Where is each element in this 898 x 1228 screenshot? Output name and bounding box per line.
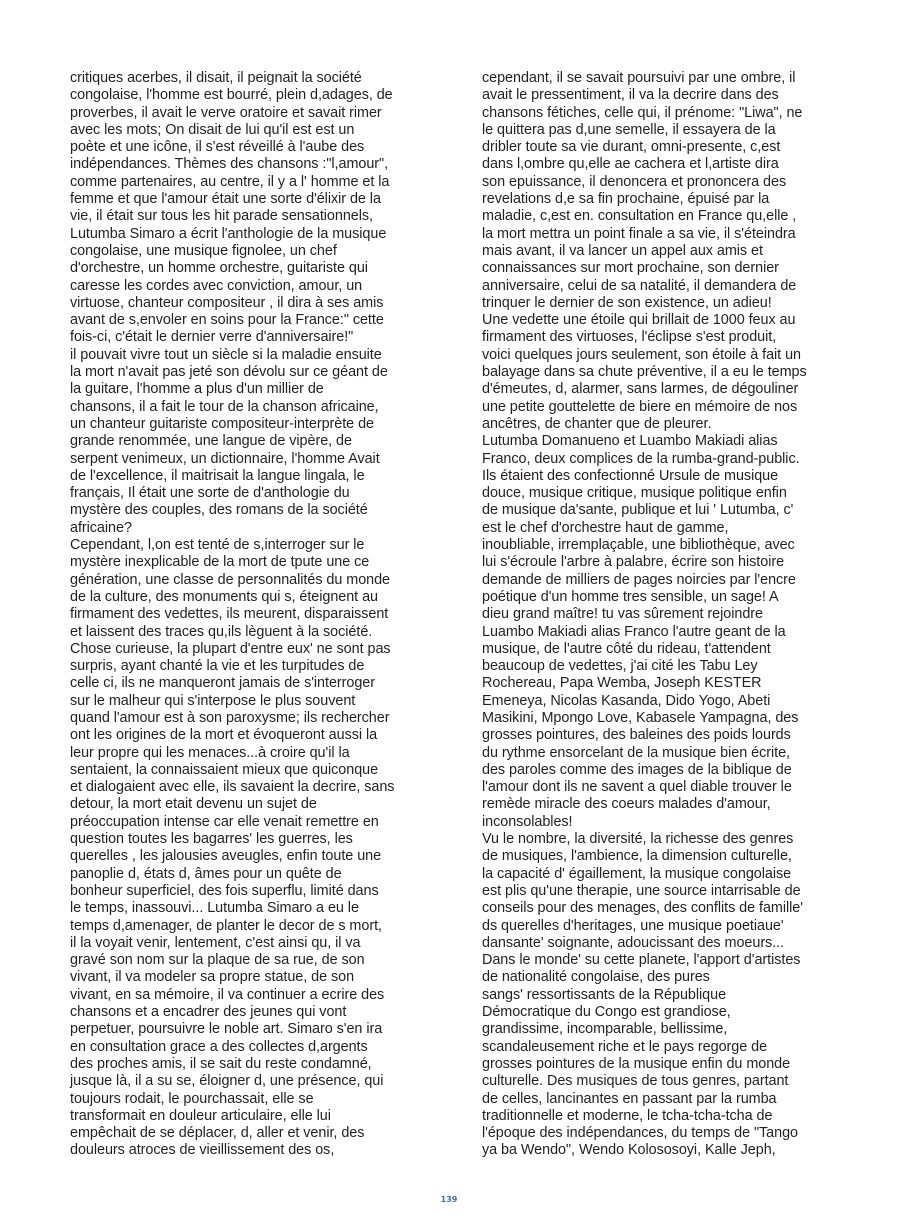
text-line: transformait en douleur articulaire, elle lui <box>70 1107 331 1124</box>
text-line: mais avant, il va lancer un appel aux amis et <box>482 242 763 259</box>
text-line: quand l'amour est à son paroxysme; ils rechercher <box>70 709 390 726</box>
text-line: firmament des vedettes, ils meurent, disparaissent <box>70 606 389 623</box>
text-line: une petite gouttelette de biere en mémoire de nos <box>482 398 798 415</box>
text-line: Lutumba Domanueno et Luambo Makiadi alias <box>482 433 778 450</box>
text-line: des proches amis, il se sait du reste condamné, <box>70 1055 372 1072</box>
text-line: beaucoup de vedettes, j'ai cité les Tabu Ley <box>482 658 758 675</box>
text-line: est plis qu'une therapie, une source intarrisable de <box>482 882 801 899</box>
text-line: il la voyait venir, lentement, c'est ainsi qu, il va <box>70 934 361 951</box>
text-line: question toutes les bagarres' les guerres, les <box>70 831 353 848</box>
text-line: traditionnelle et moderne, le tcha-tcha-tcha de <box>482 1107 773 1124</box>
text-line: de l'excellence, il maitrisait la langue lingala, le <box>70 467 365 484</box>
text-line: musique, de l'autre côté du rideau, t'attendent <box>482 640 771 657</box>
text-line: poète et une icône, il s'est réveillé à l'aube des <box>70 139 365 156</box>
text-line: dansante' soignante, adoucissant des moeurs... <box>482 934 785 951</box>
text-line: jusque là, il a su se, éloigner d, une présence, qui <box>70 1073 384 1090</box>
text-line: temps d,amenager, de planter le decor de s mort, <box>70 917 382 934</box>
text-line: Rochereau, Papa Wemba, Joseph KESTER <box>482 675 762 692</box>
text-line: de nationalité congolaise, des pures <box>482 969 710 986</box>
text-line: chansons et a encadrer des jeunes qui vont <box>70 1004 347 1021</box>
text-line: leur propre qui les menaces...à croire qu'il la <box>70 744 350 761</box>
text-line: avant de s,envoler en soins pour la France:" cette <box>70 312 384 329</box>
text-line: proverbes, il avait le verve oratoire et savait rimer <box>70 104 382 121</box>
text-line: congolaise, une musique fignolee, un chef <box>70 242 337 259</box>
text-line: serpent venimeux, un dictionnaire, l'homme Avait <box>70 450 380 467</box>
text-line: perpetuer, poursuivre le noble art. Simaro s'en ira <box>70 1021 383 1038</box>
text-line: femme et que l'amour était une sorte d'élixir de la <box>70 191 381 208</box>
text-line: grande renommée, une langue de vipère, de <box>70 433 352 450</box>
text-line: un chanteur guitariste compositeur-interprète de <box>70 415 374 432</box>
text-line: Ils étaient des confectionné Ursule de musique <box>482 467 779 484</box>
text-line: la mort mettra un point finale a sa vie, il s'éteindra <box>482 225 796 242</box>
text-line: le quittera pas d,une semelle, il essayera de la <box>482 121 776 138</box>
text-line: revelations d,e sa fin prochaine, épuisé par la <box>482 191 770 208</box>
text-line: Chose curieuse, la plupart d'entre eux' ne sont pas <box>70 640 391 657</box>
text-line: grandissime, incomparable, bellissime, <box>482 1021 728 1038</box>
text-line: vivant, il va modeler sa propre statue, de son <box>70 969 355 986</box>
text-line: sur le malheur qui s'interpose le plus souvent <box>70 692 356 709</box>
text-line: poétique d'un homme tres sensible, un sage! A <box>482 588 779 605</box>
page-number: 139 <box>440 1195 458 1204</box>
text-line: et dialogaient avec elle, ils savaient la decrire, sans <box>70 779 395 796</box>
text-line: la guitare, l'homme a plus d'un millier de <box>70 381 324 398</box>
text-line: empêchait de se déplacer, d, aller et venir, des <box>70 1125 365 1142</box>
text-line: demande de milliers de pages noircies par l'encre <box>482 571 796 588</box>
text-line: celle ci, ils ne manqueront jamais de s'interroger <box>70 675 375 692</box>
text-line: dribler toute sa vie durant, omni-presente, c,est <box>482 139 781 156</box>
text-line: scandaleusement riche et le pays regorge de <box>482 1038 768 1055</box>
text-line: querelles , les jalousies aveugles, enfin toute une <box>70 848 382 865</box>
text-line: detour, la mort etait devenu un sujet de <box>70 796 317 813</box>
text-line: Cependant, l,on est tenté de s,interroger sur le <box>70 537 365 554</box>
text-line: préoccupation intense car elle venait remettre en <box>70 813 379 830</box>
text-line: de musique da'sante, publique et lui ' Lutumba, c' <box>482 502 794 519</box>
text-line: d'orchestre, un homme orchestre, guitariste qui <box>70 260 368 277</box>
text-line: de la culture, des monuments qui s, éteignent au <box>70 588 378 605</box>
text-line: la capacité d' égaillement, la musique congolaise <box>482 865 792 882</box>
text-line: comme partenaires, au centre, il y a l' homme et la <box>70 173 390 190</box>
text-line: inoubliable, irremplaçable, une bibliothèque, avec <box>482 537 795 554</box>
text-line: connaissances sur mort prochaine, son dernier <box>482 260 779 277</box>
text-line: grosses pointures, des baleines des poids lourds <box>482 727 791 744</box>
text-line: en consultation grace a des collectes d,argents <box>70 1038 368 1055</box>
text-line: ont les origines de la mort et évoqueront aussi la <box>70 727 378 744</box>
text-line: Une vedette une étoile qui brillait de 1000 feux au <box>482 312 796 329</box>
text-line: l'amour dont ils ne savent a quel diable trouver le <box>482 779 792 796</box>
text-line: congolaise, l'homme est bourré, plein d,adages, de <box>70 87 393 104</box>
text-line: critiques acerbes, il disait, il peignait la société <box>70 70 362 86</box>
text-line: et laissent des traces qu,ils lèguent à la société. <box>70 623 373 640</box>
text-line: avec les mots; On disait de lui qu'il est est un <box>70 121 355 138</box>
text-line: Masikini, Mpongo Love, Kabasele Yampagna, des <box>482 709 799 726</box>
text-line: l'époque des indépendances, du temps de "Tango <box>482 1125 798 1142</box>
text-line: dieu grand maître! tu vas sûrement rejoindre <box>482 606 763 623</box>
text-line: maladie, c,est en. consultation en France qu,elle , <box>482 208 797 225</box>
text-line: surpris, ayant chanté la vie et les turpitudes de <box>70 658 365 675</box>
text-line: de celles, lancinantes en passant par la rumba <box>482 1090 777 1107</box>
text-line: conseils pour des menages, des conflits de famille' <box>482 900 803 917</box>
text-line: douce, musique critique, musique politique enfin <box>482 485 787 502</box>
text-line: Lutumba Simaro a écrit l'anthologie de la musique <box>70 225 387 242</box>
left-text-column <box>70 70 415 1160</box>
text-line: fois-ci, c'était le dernier verre d'anniversaire!" <box>70 329 354 346</box>
text-line: voici quelques jours seulement, son étoile à fait un <box>482 346 801 363</box>
text-line: des paroles comme des images de la biblique de <box>482 761 792 778</box>
text-line: chansons, il a fait le tour de la chanson africaine, <box>70 398 379 415</box>
text-line: Vu le nombre, la diversité, la richesse des genres <box>482 831 794 848</box>
text-line: sangs' ressortissants de la République <box>482 986 727 1003</box>
text-line: grosses pointures de la musique enfin du monde <box>482 1055 791 1072</box>
text-line: gravé son nom sur la plaque de sa rue, de son <box>70 952 365 969</box>
text-line: douleurs atroces de vieillissement des os, <box>70 1142 335 1159</box>
text-line: sentaient, la connaissaient mieux que quiconque <box>70 761 379 778</box>
text-line: de musiques, l'ambience, la dimension culturelle, <box>482 848 792 865</box>
text-line: toujours rodait, le pourchassait, elle se <box>70 1090 314 1107</box>
text-line: le temps, inassouvi... Lutumba Simaro a eu le <box>70 900 359 917</box>
text-line: ds querelles d'heritages, une musique poetiaue' <box>482 917 784 934</box>
text-line: la mort n'avait pas jeté son dévolu sur ce géant de <box>70 364 388 381</box>
text-line: du rythme ensorcelant de la musique bien écrite, <box>482 744 790 761</box>
text-line: d'émeutes, d, alarmer, sans larmes, de dégouliner <box>482 381 799 398</box>
text-line: ancêtres, de chanter que de pleurer. <box>482 415 712 432</box>
text-line: lui s'écroule l'arbre à palabre, écrire son histoire <box>482 554 785 571</box>
right-text-column <box>482 70 830 1160</box>
text-line: panoplie d, états d, âmes pour un quête de <box>70 865 342 882</box>
text-line: inconsolables! <box>482 813 573 830</box>
text-line: avait le pressentiment, il va la decrire dans des <box>482 87 779 104</box>
text-line: il pouvait vivre tout un siècle si la maladie ensuite <box>70 346 382 363</box>
text-line: anniversaire, celui de sa natalité, il demandera de <box>482 277 797 294</box>
text-line: dans l,ombre qu,elle ae cachera et l,artiste dira <box>482 156 779 173</box>
text-line: est le chef d'orchestre haut de gamme, <box>482 519 729 536</box>
text-line: firmament des virtuoses, l'éclipse s'est produit, <box>482 329 777 346</box>
text-line: indépendances. Thèmes des chansons :"l,amour", <box>70 156 389 173</box>
text-line: vivant, en sa mémoire, il va continuer a ecrire des <box>70 986 385 1003</box>
text-line: Franco, deux complices de la rumba-grand-public. <box>482 450 800 467</box>
text-line: mystère des couples, des romans de la société <box>70 502 368 519</box>
text-line: son epuissance, il denoncera et prononcera des <box>482 173 787 190</box>
text-line: africaine? <box>70 519 132 536</box>
text-line: mystère inexplicable de la mort de tpute une ce <box>70 554 370 571</box>
text-line: virtuose, chanteur compositeur , il dira à ses amis <box>70 294 384 311</box>
text-line: Dans le monde' su cette planete, l'apport d'artistes <box>482 952 801 969</box>
text-line: vie, il était sur tous les hit parade sensationnels, <box>70 208 373 225</box>
text-line: Démocratique du Congo est grandiose, <box>482 1004 731 1021</box>
text-line: chansons fétiches, celle qui, il prénome: "Liwa", ne <box>482 104 803 121</box>
text-line: trinquer le dernier de son existence, un adieu! <box>482 294 772 311</box>
text-line: balayage dans sa chute préventive, il a eu le temps <box>482 364 807 381</box>
text-line: génération, une classe de personnalités du monde <box>70 571 391 588</box>
text-line: Emeneya, Nicolas Kasanda, Dido Yogo, Abeti <box>482 692 771 709</box>
text-line: remède miracle des coeurs malades d'amour, <box>482 796 771 813</box>
text-line: culturelle. Des musiques de tous genres, partant <box>482 1073 789 1090</box>
text-line: ya ba Wendo", Wendo Kolososoyi, Kalle Jeph, <box>482 1142 776 1159</box>
text-line: français, Il était une sorte de d'anthologie du <box>70 485 350 502</box>
text-line: cependant, il se savait poursuivi par une ombre, il <box>482 70 796 86</box>
text-line: caresse les cordes avec conviction, amour, un <box>70 277 363 294</box>
text-line: bonheur superficiel, des fois superflu, limité dans <box>70 882 379 899</box>
text-line: Luambo Makiadi alias Franco l'autre geant de la <box>482 623 786 640</box>
